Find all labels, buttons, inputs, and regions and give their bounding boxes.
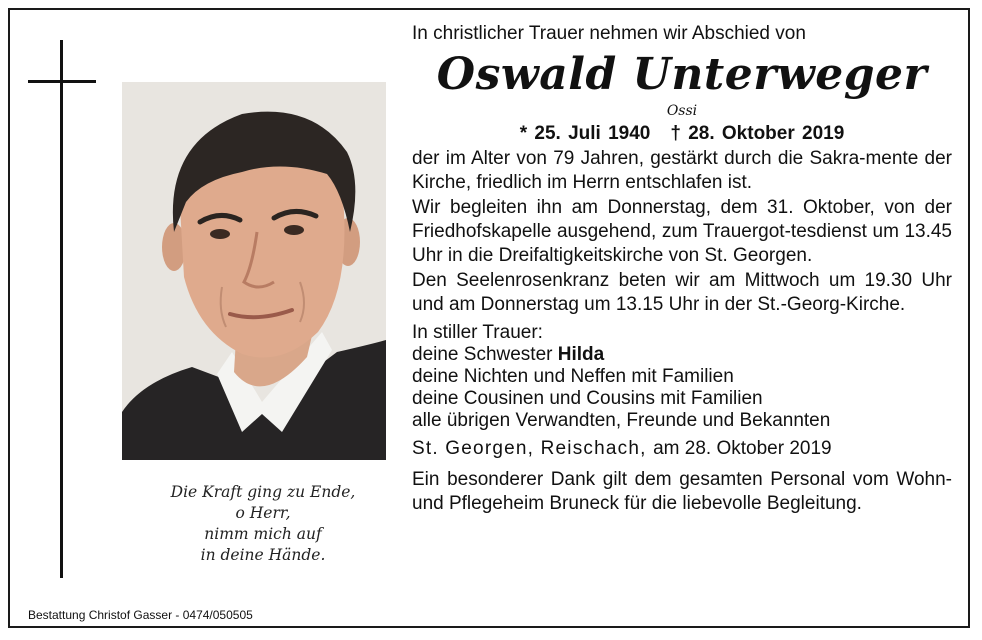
birth-date: * 25. Juli 1940 — [519, 123, 651, 144]
mourner-line: alle übrigen Verwandten, Freunde und Bekannten — [412, 410, 831, 431]
place-date: am 28. Oktober 2019 — [653, 438, 832, 459]
sister-name: Hilda — [557, 344, 605, 365]
cross-vertical-bar — [60, 40, 63, 578]
deceased-name: Oswald Unterweger — [436, 49, 928, 100]
mourners-list — [412, 322, 952, 432]
place-and-date — [412, 436, 952, 462]
mourners-heading: In stiller Trauer: — [412, 322, 543, 343]
intro-line: In christlicher Trauer nehmen wir Abschied von — [412, 23, 806, 44]
quote-line: nimm mich auf — [204, 525, 322, 543]
notice-text-column — [412, 22, 952, 516]
quote-line: o Herr, — [235, 504, 291, 522]
life-dates — [412, 122, 952, 146]
thanks-paragraph: Ein besonderer Dank gilt dem gesamten Personal vom Wohn- und Pflegeheim Bruneck für die liebevolle Begleitung. — [412, 469, 952, 514]
portrait-photo — [122, 82, 386, 460]
death-date: † 28. Oktober 2019 — [670, 123, 845, 144]
mourner-line: deine Nichten und Neffen mit Familien — [412, 366, 734, 387]
mourner-sister: deine Schwester Hilda — [412, 344, 605, 365]
mourner-line: deine Cousinen und Cousins mit Familien — [412, 388, 763, 409]
cross-horizontal-bar — [28, 80, 96, 83]
place-name: St. Georgen, Reischach, — [412, 438, 647, 459]
memorial-quote — [118, 482, 408, 566]
quote-line: Die Kraft ging zu Ende, — [170, 483, 356, 501]
deceased-nickname: Ossi — [666, 103, 698, 119]
quote-line: in deine Hände. — [200, 546, 326, 564]
portrait-illustration — [122, 82, 386, 460]
paragraph-funeral: Wir begleiten ihn am Donnerstag, dem 31. Oktober, von der Friedhofskapelle ausgehend, zum Trauergot-tesdienst um 13.45 Uhr in die Dreifaltigkeitskirche von St. Georgen. — [412, 197, 952, 266]
funeral-home-footer: Bestattung Christof Gasser - 0474/050505 — [28, 608, 253, 622]
paragraph-rosary: Den Seelenrosenkranz beten wir am Mittwoch um 19.30 Uhr und am Donnerstag um 13.15 Uhr in der St.-Georg-Kirche. — [412, 270, 952, 315]
paragraph-death: der im Alter von 79 Jahren, gestärkt durch die Sakra-mente der Kirche, friedlich im Herrn entschlafen ist. — [412, 148, 952, 193]
